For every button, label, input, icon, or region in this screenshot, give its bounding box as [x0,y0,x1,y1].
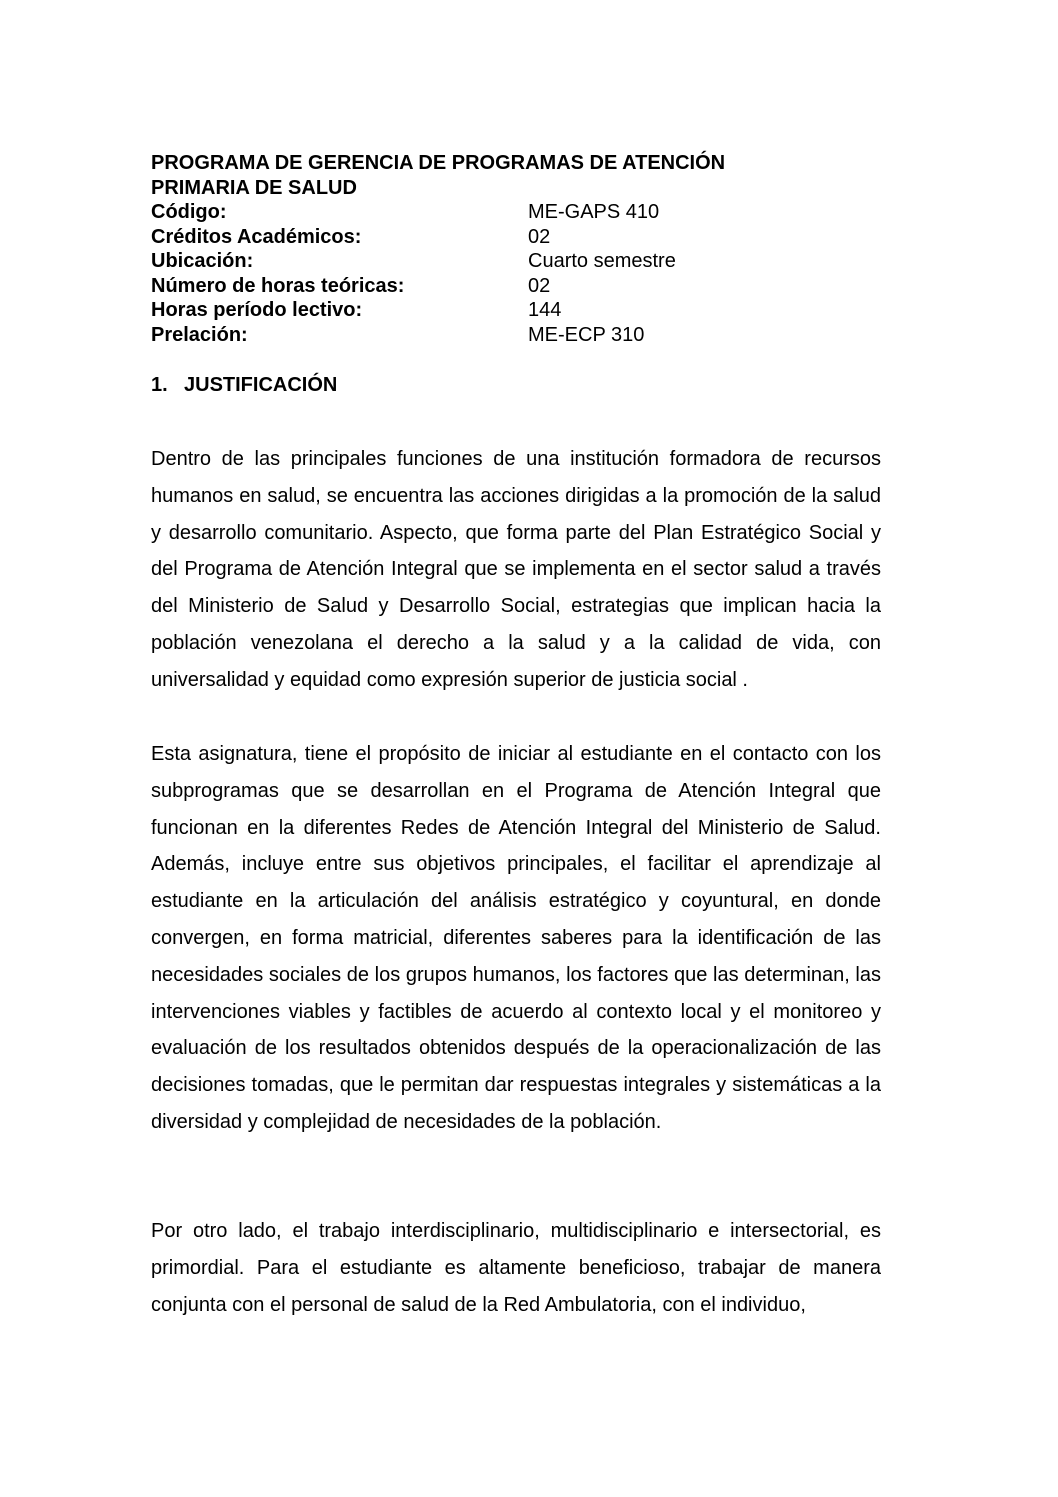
meta-value: Cuarto semestre [528,250,676,272]
meta-row-codigo [151,200,891,225]
section-heading-justificacion [151,373,337,398]
meta-label: Número de horas teóricas: [151,274,405,297]
meta-label: Ubicación: [151,250,254,272]
section-title: JUSTIFICACIÓN [184,374,338,396]
meta-label: Código: [151,201,227,223]
meta-row-prelacion [151,323,891,348]
meta-label: Créditos Académicos: [151,225,362,248]
meta-value: ME-GAPS 410 [528,201,660,223]
meta-label: Prelación: [151,323,248,346]
course-metadata [151,200,891,347]
meta-row-creditos [151,225,891,250]
document-title [151,151,871,201]
meta-row-horas-periodo [151,298,891,323]
meta-row-ubicacion [151,249,891,274]
paragraph-3: Por otro lado, el trabajo interdisciplinario, multidisciplinario e intersectorial, es primordial. Para el estudiante es altamente beneficioso, trabajar de manera conjunta con el personal de salud de la Red Ambulatoria, con el individuo, [151,1220,881,1316]
meta-row-horas-teoricas [151,274,891,299]
title-line-2: PRIMARIA DE SALUD [151,177,357,199]
meta-value: ME-ECP 310 [528,323,645,346]
paragraph-1: Dentro de las principales funciones de una institución formadora de recursos humanos en salud, se encuentra las acciones dirigidas a la promoción de la salud y desarrollo comunitario. Aspecto, que forma parte del Plan Estratégico Social y del Programa de Atención Integral que se implementa en el sector salud a través del Ministerio de Salud y Desarrollo Social, estrategias que implican hacia la población venezolana el derecho a la salud y a la calidad de vida, con universalidad y equidad como expresión superior de justicia social . [151,448,881,691]
section-number: 1. [151,374,168,396]
meta-value: 144 [528,299,562,321]
paragraph-2: Esta asignatura, tiene el propósito de iniciar al estudiante en el contacto con los subprogramas que se desarrollan en el Programa de Atención Integral que funcionan en la diferentes Redes de Atención Integral del Ministerio de Salud. Además, incluye entre sus objetivos principales, el facilitar el aprendizaje al estudiante en la articulación del análisis estratégico y coyuntural, en donde convergen, en forma matricial, diferentes saberes para la identificación de las necesidades sociales de los grupos humanos, los factores que las determinan, las intervenciones viables y factibles de acuerdo al contexto local y el monitoreo y evaluación de los resultados obtenidos después de la operacionalización de las decisiones tomadas, que le permitan dar respuestas integrales y sistemáticas a la diversidad y complejidad de necesidades de la población. [151,743,881,1133]
meta-value: 02 [528,274,551,297]
meta-label: Horas período lectivo: [151,299,363,321]
title-line-1: PROGRAMA DE GERENCIA DE PROGRAMAS DE ATENCIÓN [151,152,726,174]
meta-value: 02 [528,225,551,248]
